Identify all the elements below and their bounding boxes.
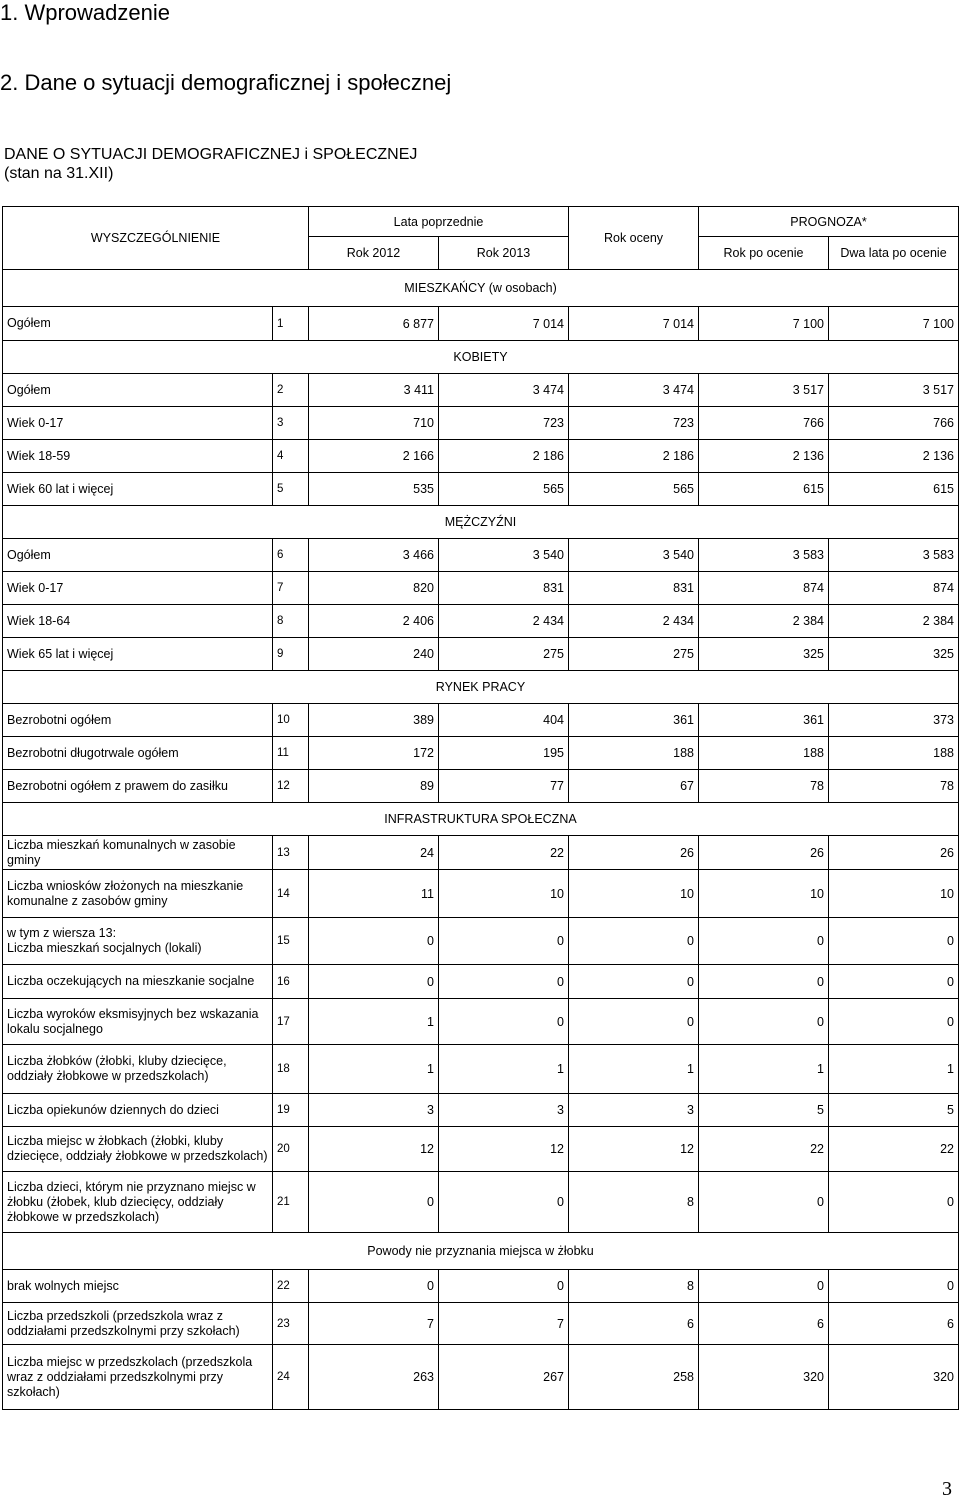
value-cell: 723	[569, 407, 699, 440]
value-cell: 7	[439, 1303, 569, 1345]
value-cell: 1	[829, 1045, 959, 1094]
row-number: 4	[273, 440, 309, 473]
row-label: Liczba wyroków eksmisyjnych bez wskazania lokalu socjalnego	[3, 999, 273, 1045]
value-cell: 2 136	[829, 440, 959, 473]
table-row	[3, 1045, 959, 1094]
table-row	[3, 965, 959, 999]
row-number: 11	[273, 737, 309, 770]
value-cell: 615	[699, 473, 829, 506]
row-label: Bezrobotni ogółem	[3, 704, 273, 737]
value-cell: 0	[699, 1172, 829, 1233]
table-row	[3, 307, 959, 341]
row-label: Liczba opiekunów dziennych do dzieci	[3, 1094, 273, 1127]
value-cell: 2 186	[439, 440, 569, 473]
value-cell: 26	[699, 836, 829, 870]
section-title: MIESZKAŃCY (w osobach)	[3, 270, 959, 307]
row-number: 18	[273, 1045, 309, 1094]
value-cell: 3 583	[829, 539, 959, 572]
table-row	[3, 1270, 959, 1303]
value-cell: 89	[309, 770, 439, 803]
value-cell: 0	[829, 965, 959, 999]
row-number: 10	[273, 704, 309, 737]
section-row	[3, 506, 959, 539]
value-cell: 7 100	[829, 307, 959, 341]
value-cell: 535	[309, 473, 439, 506]
value-cell: 3 411	[309, 374, 439, 407]
value-cell: 0	[829, 999, 959, 1045]
demographic-table	[2, 206, 959, 1410]
table-row	[3, 737, 959, 770]
value-cell: 565	[569, 473, 699, 506]
row-label: Liczba oczekujących na mieszkanie socjalne	[3, 965, 273, 999]
table-row	[3, 407, 959, 440]
value-cell: 3 540	[569, 539, 699, 572]
section-row	[3, 803, 959, 836]
value-cell: 7 100	[699, 307, 829, 341]
value-cell: 0	[439, 999, 569, 1045]
value-cell: 0	[439, 965, 569, 999]
row-number: 5	[273, 473, 309, 506]
value-cell: 275	[439, 638, 569, 671]
value-cell: 2 166	[309, 440, 439, 473]
page-number: 3	[942, 1478, 952, 1500]
row-number: 15	[273, 918, 309, 965]
value-cell: 0	[309, 918, 439, 965]
row-label: Bezrobotni długotrwale ogółem	[3, 737, 273, 770]
value-cell: 188	[829, 737, 959, 770]
value-cell: 11	[309, 870, 439, 918]
table-row	[3, 1172, 959, 1233]
row-number: 3	[273, 407, 309, 440]
value-cell: 0	[829, 1172, 959, 1233]
value-cell: 67	[569, 770, 699, 803]
value-cell: 7	[309, 1303, 439, 1345]
table-caption-title: DANE O SYTUACJI DEMOGRAFICZNEJ i SPOŁECZNEJ	[4, 146, 418, 163]
header-year-2012: Rok 2012	[309, 237, 439, 270]
value-cell: 26	[829, 836, 959, 870]
value-cell: 766	[829, 407, 959, 440]
value-cell: 77	[439, 770, 569, 803]
row-number: 16	[273, 965, 309, 999]
row-number: 8	[273, 605, 309, 638]
row-label: Bezrobotni ogółem z prawem do zasiłku	[3, 770, 273, 803]
row-number: 24	[273, 1345, 309, 1410]
value-cell: 0	[699, 918, 829, 965]
section-title: MĘŻCZYŹNI	[3, 506, 959, 539]
table-header	[3, 207, 959, 270]
row-number: 14	[273, 870, 309, 918]
table-row	[3, 1345, 959, 1410]
row-label: Wiek 65 lat i więcej	[3, 638, 273, 671]
value-cell: 0	[309, 1172, 439, 1233]
value-cell: 373	[829, 704, 959, 737]
value-cell: 0	[309, 1270, 439, 1303]
value-cell: 2 384	[699, 605, 829, 638]
row-label: Liczba wniosków złożonych na mieszkanie komunalne z zasobów gminy	[3, 870, 273, 918]
header-year-2013: Rok 2013	[439, 237, 569, 270]
value-cell: 8	[569, 1270, 699, 1303]
header-two-years-after: Dwa lata po ocenie	[829, 237, 959, 270]
row-label: brak wolnych miejsc	[3, 1270, 273, 1303]
value-cell: 5	[829, 1094, 959, 1127]
value-cell: 6 877	[309, 307, 439, 341]
value-cell: 8	[569, 1172, 699, 1233]
value-cell: 361	[569, 704, 699, 737]
value-cell: 22	[699, 1127, 829, 1172]
value-cell: 831	[439, 572, 569, 605]
value-cell: 320	[829, 1345, 959, 1410]
heading-demographic-data: 2. Dane o sytuacji demograficznej i społecznej	[0, 70, 452, 95]
value-cell: 10	[699, 870, 829, 918]
header-year-after: Rok po ocenie	[699, 237, 829, 270]
value-cell: 3 517	[829, 374, 959, 407]
table-row	[3, 870, 959, 918]
value-cell: 2 434	[439, 605, 569, 638]
table-row	[3, 1303, 959, 1345]
value-cell: 0	[439, 918, 569, 965]
value-cell: 22	[829, 1127, 959, 1172]
row-label: Liczba mieszkań komunalnych w zasobie gminy	[3, 836, 273, 870]
value-cell: 325	[829, 638, 959, 671]
section-title: Powody nie przyznania miejsca w żłobku	[3, 1233, 959, 1270]
row-number: 2	[273, 374, 309, 407]
row-label: Liczba dzieci, którym nie przyznano miejsc w żłobku (żłobek, klub dziecięcy, oddziały żłobkowe w przedszkolach)	[3, 1172, 273, 1233]
table-row	[3, 1094, 959, 1127]
table-row	[3, 539, 959, 572]
header-prev-years: Lata poprzednie	[309, 207, 569, 237]
row-label: Wiek 0-17	[3, 572, 273, 605]
value-cell: 188	[569, 737, 699, 770]
row-label: Ogółem	[3, 374, 273, 407]
row-number: 17	[273, 999, 309, 1045]
value-cell: 26	[569, 836, 699, 870]
table-row	[3, 704, 959, 737]
value-cell: 831	[569, 572, 699, 605]
value-cell: 3 583	[699, 539, 829, 572]
value-cell: 3 474	[439, 374, 569, 407]
value-cell: 2 186	[569, 440, 699, 473]
row-number: 19	[273, 1094, 309, 1127]
row-label: Liczba miejsc w żłobkach (żłobki, kluby dziecięce, oddziały żłobkowe w przedszkolach)	[3, 1127, 273, 1172]
value-cell: 240	[309, 638, 439, 671]
row-label: Liczba przedszkoli (przedszkola wraz z oddziałami przedszkolnymi przy szkołach)	[3, 1303, 273, 1345]
value-cell: 10	[829, 870, 959, 918]
value-cell: 2 384	[829, 605, 959, 638]
value-cell: 710	[309, 407, 439, 440]
value-cell: 5	[699, 1094, 829, 1127]
value-cell: 1	[699, 1045, 829, 1094]
row-label: Ogółem	[3, 307, 273, 341]
row-label: Wiek 18-64	[3, 605, 273, 638]
value-cell: 0	[439, 1270, 569, 1303]
value-cell: 0	[569, 999, 699, 1045]
value-cell: 78	[829, 770, 959, 803]
section-title: RYNEK PRACY	[3, 671, 959, 704]
value-cell: 12	[569, 1127, 699, 1172]
value-cell: 874	[829, 572, 959, 605]
table-row	[3, 605, 959, 638]
value-cell: 874	[699, 572, 829, 605]
section-row	[3, 341, 959, 374]
table-row	[3, 770, 959, 803]
value-cell: 0	[309, 965, 439, 999]
value-cell: 3 474	[569, 374, 699, 407]
value-cell: 6	[829, 1303, 959, 1345]
value-cell: 3 540	[439, 539, 569, 572]
value-cell: 7 014	[439, 307, 569, 341]
value-cell: 404	[439, 704, 569, 737]
value-cell: 195	[439, 737, 569, 770]
value-cell: 723	[439, 407, 569, 440]
value-cell: 6	[569, 1303, 699, 1345]
value-cell: 565	[439, 473, 569, 506]
value-cell: 0	[569, 918, 699, 965]
value-cell: 1	[569, 1045, 699, 1094]
row-label: Liczba miejsc w przedszkolach (przedszkola wraz z oddziałami przedszkolnymi przy szkołach)	[3, 1345, 273, 1410]
section-row	[3, 1233, 959, 1270]
row-label: Ogółem	[3, 539, 273, 572]
value-cell: 22	[439, 836, 569, 870]
value-cell: 12	[309, 1127, 439, 1172]
value-cell: 361	[699, 704, 829, 737]
value-cell: 3	[569, 1094, 699, 1127]
row-label: Liczba żłobków (żłobki, kluby dziecięce, oddziały żłobkowe w przedszkolach)	[3, 1045, 273, 1094]
value-cell: 12	[439, 1127, 569, 1172]
header-col-label: WYSZCZEGÓLNIENIE	[3, 207, 309, 270]
table-row	[3, 1127, 959, 1172]
value-cell: 615	[829, 473, 959, 506]
row-number: 23	[273, 1303, 309, 1345]
header-rating-year: Rok oceny	[569, 207, 699, 270]
table-caption-date: (stan na 31.XII)	[4, 165, 114, 182]
row-number: 6	[273, 539, 309, 572]
row-label: Wiek 0-17	[3, 407, 273, 440]
value-cell: 0	[829, 1270, 959, 1303]
value-cell: 3 517	[699, 374, 829, 407]
row-number: 7	[273, 572, 309, 605]
section-row	[3, 270, 959, 307]
value-cell: 10	[569, 870, 699, 918]
value-cell: 0	[569, 965, 699, 999]
value-cell: 0	[699, 999, 829, 1045]
section-title: KOBIETY	[3, 341, 959, 374]
value-cell: 3	[439, 1094, 569, 1127]
value-cell: 2 136	[699, 440, 829, 473]
value-cell: 172	[309, 737, 439, 770]
table-row	[3, 918, 959, 965]
table-row	[3, 473, 959, 506]
table-row	[3, 440, 959, 473]
value-cell: 2 434	[569, 605, 699, 638]
table-row	[3, 572, 959, 605]
row-number: 1	[273, 307, 309, 341]
value-cell: 6	[699, 1303, 829, 1345]
value-cell: 1	[439, 1045, 569, 1094]
value-cell: 0	[699, 965, 829, 999]
value-cell: 820	[309, 572, 439, 605]
row-label: Wiek 60 lat i więcej	[3, 473, 273, 506]
value-cell: 3 466	[309, 539, 439, 572]
row-number: 20	[273, 1127, 309, 1172]
value-cell: 1	[309, 999, 439, 1045]
value-cell: 3	[309, 1094, 439, 1127]
row-number: 13	[273, 836, 309, 870]
value-cell: 766	[699, 407, 829, 440]
row-number: 9	[273, 638, 309, 671]
value-cell: 320	[699, 1345, 829, 1410]
value-cell: 78	[699, 770, 829, 803]
table-row	[3, 999, 959, 1045]
section-row	[3, 671, 959, 704]
value-cell: 2 406	[309, 605, 439, 638]
value-cell: 0	[829, 918, 959, 965]
value-cell: 389	[309, 704, 439, 737]
value-cell: 258	[569, 1345, 699, 1410]
table-caption	[4, 145, 417, 183]
row-number: 22	[273, 1270, 309, 1303]
value-cell: 7 014	[569, 307, 699, 341]
table-row	[3, 638, 959, 671]
value-cell: 24	[309, 836, 439, 870]
value-cell: 10	[439, 870, 569, 918]
row-label: w tym z wiersza 13: Liczba mieszkań socjalnych (lokali)	[3, 918, 273, 965]
value-cell: 263	[309, 1345, 439, 1410]
value-cell: 0	[699, 1270, 829, 1303]
value-cell: 1	[309, 1045, 439, 1094]
row-number: 12	[273, 770, 309, 803]
table-row	[3, 374, 959, 407]
section-title: INFRASTRUKTURA SPOŁECZNA	[3, 803, 959, 836]
row-number: 21	[273, 1172, 309, 1233]
value-cell: 188	[699, 737, 829, 770]
table-row	[3, 836, 959, 870]
value-cell: 0	[439, 1172, 569, 1233]
value-cell: 267	[439, 1345, 569, 1410]
header-forecast: PROGNOZA*	[699, 207, 959, 237]
row-label: Wiek 18-59	[3, 440, 273, 473]
value-cell: 325	[699, 638, 829, 671]
table-body	[3, 270, 959, 1410]
heading-introduction: 1. Wprowadzenie	[0, 0, 170, 25]
value-cell: 275	[569, 638, 699, 671]
